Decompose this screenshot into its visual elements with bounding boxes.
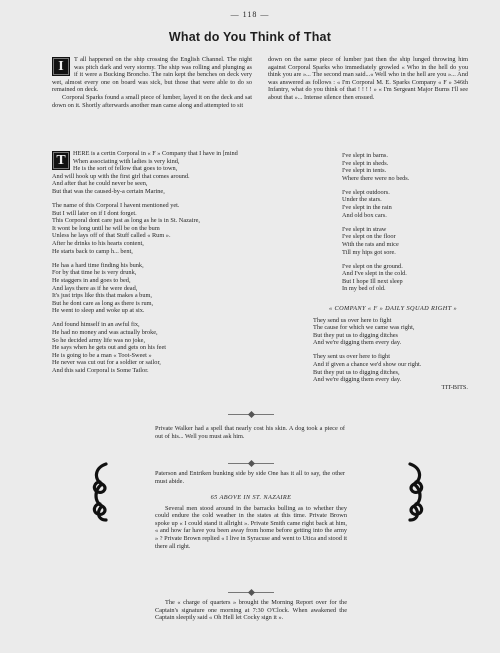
poem-corporal-line: And lays there as if he were dead,	[52, 284, 138, 292]
poem-slept-line: I've slept in sheds.	[342, 159, 389, 167]
story-65-above-heading: 65 ABOVE IN ST. NAZAIRE	[210, 494, 292, 501]
separator-2	[228, 463, 274, 464]
dropcap-T: T	[52, 151, 70, 170]
poem-slept-line: I've slept in the rain	[342, 204, 392, 212]
poem-squad	[308, 305, 478, 391]
separator-3	[228, 592, 274, 593]
poem-corporal-line: The name of this Corporal I havent mentioned yet.	[52, 202, 180, 210]
right-scroll-ornament	[404, 462, 426, 522]
story1-right-column	[268, 56, 468, 102]
poem-corporal-line: So he decided army life was no joke,	[52, 336, 146, 344]
story-65-above	[155, 494, 347, 550]
poem-corporal-line: He is going to be a man « Toot-Sweet »	[52, 351, 152, 359]
poem-squad-line: But they put us to digging ditches	[313, 331, 399, 339]
story1-paragraph-3: down on the same piece of lumber just then the ship lunged throwing him against Corporal Sparks who immediately growled « Who in the hell do you think you are »... The second man said...« Well who in the hell are you »... And was answered as follows : « I'm Corporal M. E. Sparks Company « F » 346th Infantry, what do you think of that ! ! ! ! » « I'm Sergeant Major Burns I'll see about that »... Intense silence then ensued.	[268, 56, 468, 101]
poem-slept	[342, 152, 472, 293]
poem-corporal-line: He starts back to camp h... bent,	[52, 247, 133, 255]
poem-slept-line: I've slept in straw	[342, 225, 387, 233]
poem-corporal-line: But that was the caused-by-a certain Marine,	[52, 187, 165, 195]
poem-corporal-line: HERE is a certin Corporal in « F » Company that I have in [mind	[73, 150, 238, 157]
poem-squad-line: The cause for which we came was right,	[313, 324, 415, 332]
poem-slept-line: I've slept on the ground.	[342, 262, 403, 270]
poem-squad-line: And if given a chance we'd show our right.	[313, 361, 422, 369]
note-paterson: Paterson and Entriken bunking side by side One has it all to say, the other must abide.	[155, 470, 345, 485]
poem-corporal-line: He says when he gets out and gets on his feet	[52, 344, 167, 352]
poem-corporal-line: But he dont care as long as there is rum,	[52, 299, 154, 307]
dropcap-I: I	[52, 57, 70, 76]
poem-squad-heading: « COMPANY « F » DAILY SQUAD RIGHT »	[328, 305, 458, 312]
note-walker: Private Walker had a spell that nearly cost his skin. A dog took a piece of out of his... Well you must ask him.	[155, 425, 345, 440]
poem-corporal-line: After he drinks to his hearts content,	[52, 240, 144, 248]
poem-corporal-line: For by that time he is very drunk,	[52, 269, 137, 277]
poem-slept-line: But I hope Ill next sleep	[342, 277, 403, 285]
story-morning-report-text: The « charge of quarters » brought the Morning Report over for the Captain's signature one morning at 7:30 O'Clock. When awakened the Captain sleepily said « Oh Hell let Cocky sign it ».	[155, 599, 347, 622]
poem-squad-line: And we're digging them every day.	[313, 339, 402, 347]
poem-corporal-line: And found himself in an awful fix,	[52, 321, 140, 329]
poem-corporal-line: He never was cut out for a soldier or sailor,	[52, 359, 161, 367]
poem-corporal-line: He has a hard time finding his bunk,	[52, 261, 144, 269]
poem-squad-lines	[308, 317, 478, 384]
poem-slept-line: And I've slept in the cold.	[342, 270, 407, 278]
left-scroll-ornament	[90, 462, 112, 522]
poem-slept-line: Till my hips got sore.	[342, 248, 396, 256]
poem-corporal-line: And will hook up with the first girl that comes around.	[52, 172, 190, 180]
poem-squad-line: But they put us to digging ditches,	[313, 368, 400, 376]
story-65-above-text: Several men stood around in the barracks bulling as to whether they could endure the cold weather in the states at this time. Private Brown spoke up « I could stand it allright ». Private Smith came right back at him, « and how far have you been away from home before getting into the army » ? Private Brown replied « I live in Syracuse and went to Utica and stood it there all right.	[155, 504, 348, 550]
poem-slept-line: And old box cars.	[342, 211, 387, 219]
story-morning-report	[155, 599, 347, 622]
poem-slept-line: I've slept on the floor	[342, 233, 396, 241]
poem-corporal-line: He is the sort of fellow that goes to town,	[73, 165, 178, 173]
poem-slept-line: I've slept outdoors.	[342, 188, 390, 196]
poem-slept-line: With the rats and mice	[342, 240, 399, 248]
poem-slept-line: In my bed of old.	[342, 285, 386, 293]
poem-slept-line: I've slept in tents.	[342, 167, 387, 175]
poem-corporal-line: This Corporal dont care just as long as he is in St. Nazaire,	[52, 217, 200, 225]
poem-corporal-line: It's just trips like this that makes a bum,	[52, 292, 152, 300]
story1-paragraph-1: T all happened on the ship crossing the English Channel. The night was pitch dark and very stormy. The ship was rolling and plunging as if it were a Bucking Broncho. The rain kept the benches on deck very wet, almost every one on board was sick, but those that were able to do so remained on deck.	[52, 56, 252, 94]
poem-squad-credit: TIT-BITS.	[441, 383, 468, 391]
poem-slept-line: Where there were no beds.	[342, 174, 410, 182]
poem-squad-line: And we're digging them every day.	[313, 376, 402, 384]
poem-corporal-line: And after that he could never be seen,	[52, 180, 148, 188]
poem-corporal-line: It wont be long until he will be on the bum	[52, 224, 160, 232]
poem-corporal-line: He went to sleep and woke up at six.	[52, 307, 145, 315]
page-title: What do You Think of That	[168, 30, 332, 44]
poem-corporal	[52, 150, 312, 375]
poem-corporal-lines	[52, 150, 312, 375]
poem-corporal-line: He had no money and was actually broke,	[52, 328, 158, 336]
poem-squad-line: They sent us over here to fight	[313, 353, 390, 361]
poem-squad-line: They send us over here to fight	[313, 316, 392, 324]
story1-paragraph-2: Corporal Sparks found a small piece of lumber, layed it on the deck and sat down on it. Shortly afterwards another man came along and attempted to sit	[52, 93, 252, 109]
poem-corporal-line: And this said Corporal is Some Tailor.	[52, 366, 149, 374]
poem-slept-line: Under the stars.	[342, 196, 382, 204]
page-number: — 118 —	[230, 10, 270, 19]
poem-corporal-line: Unless he lays off of that Stuff called « Rum ».	[52, 232, 171, 240]
poem-corporal-line: But I will later on if I dont forget.	[52, 209, 137, 217]
poem-slept-line: I've slept in barns.	[342, 152, 388, 159]
poem-corporal-line: He staggers in and goes to bed,	[52, 276, 131, 284]
poem-corporal-line: When associating with ladies is very kind,	[73, 157, 180, 165]
story1-left-column	[52, 56, 252, 109]
separator-1	[228, 414, 274, 415]
poem-slept-lines	[342, 152, 472, 293]
